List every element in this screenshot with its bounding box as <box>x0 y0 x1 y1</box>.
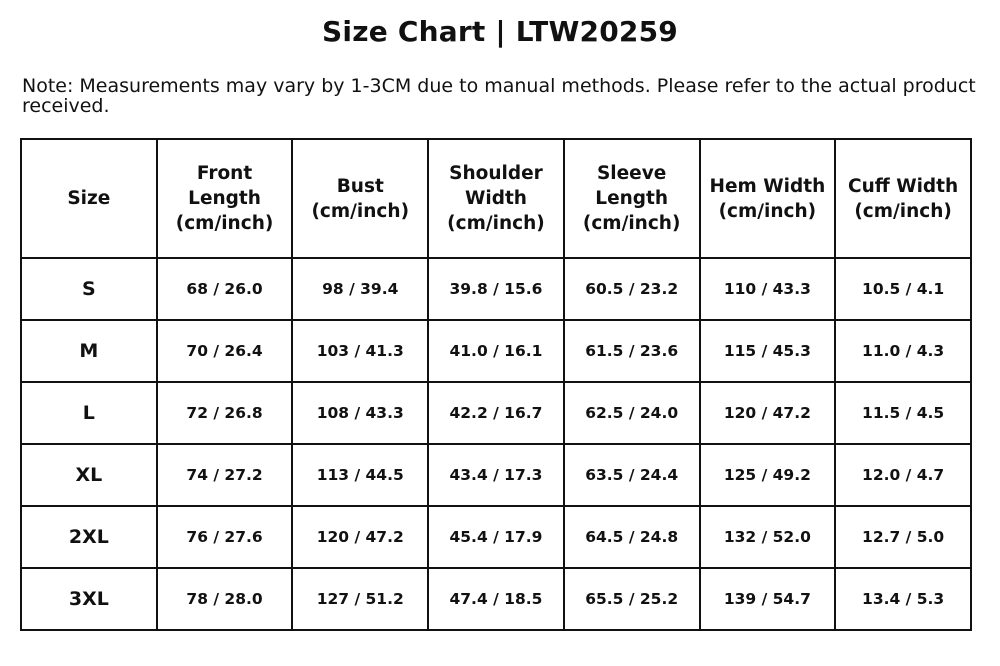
bust-cell: 108 / 43.3 <box>292 382 428 444</box>
table-row <box>21 320 971 382</box>
cuff-width-cell: 10.5 / 4.1 <box>835 258 971 320</box>
header-hem-width: Hem Width (cm/inch) <box>700 139 836 258</box>
measurement-note: Note: Measurements may vary by 1-3CM due to manual methods. Please refer to the actual product received. <box>22 75 976 117</box>
sleeve-length-cell: 65.5 / 25.2 <box>564 568 700 630</box>
sleeve-length-cell: 63.5 / 24.4 <box>564 444 700 506</box>
header-size: Size <box>21 139 157 258</box>
hem-width-cell: 120 / 47.2 <box>700 382 836 444</box>
front-length-cell: 72 / 26.8 <box>157 382 293 444</box>
front-length-cell: 78 / 28.0 <box>157 568 293 630</box>
hem-width-cell: 132 / 52.0 <box>700 506 836 568</box>
header-row <box>21 139 971 258</box>
front-length-cell: 74 / 27.2 <box>157 444 293 506</box>
header-front-length: Front Length (cm/inch) <box>157 139 293 258</box>
size-cell: M <box>21 320 157 382</box>
cuff-width-cell: 12.0 / 4.7 <box>835 444 971 506</box>
size-cell: 2XL <box>21 506 157 568</box>
size-cell: S <box>21 258 157 320</box>
cuff-width-cell: 12.7 / 5.0 <box>835 506 971 568</box>
shoulder-width-cell: 47.4 / 18.5 <box>428 568 564 630</box>
size-cell: L <box>21 382 157 444</box>
size-chart-table <box>20 138 972 631</box>
page-title: Size Chart | LTW20259 <box>322 15 678 48</box>
cuff-width-cell: 11.5 / 4.5 <box>835 382 971 444</box>
size-cell: XL <box>21 444 157 506</box>
hem-width-cell: 139 / 54.7 <box>700 568 836 630</box>
table-row <box>21 506 971 568</box>
front-length-cell: 68 / 26.0 <box>157 258 293 320</box>
hem-width-cell: 115 / 45.3 <box>700 320 836 382</box>
sleeve-length-cell: 62.5 / 24.0 <box>564 382 700 444</box>
table-row <box>21 258 971 320</box>
header-bust: Bust (cm/inch) <box>292 139 428 258</box>
bust-cell: 120 / 47.2 <box>292 506 428 568</box>
table-row <box>21 444 971 506</box>
header-sleeve-length: Sleeve Length (cm/inch) <box>564 139 700 258</box>
bust-cell: 113 / 44.5 <box>292 444 428 506</box>
sleeve-length-cell: 60.5 / 23.2 <box>564 258 700 320</box>
shoulder-width-cell: 43.4 / 17.3 <box>428 444 564 506</box>
size-cell: 3XL <box>21 568 157 630</box>
front-length-cell: 70 / 26.4 <box>157 320 293 382</box>
bust-cell: 103 / 41.3 <box>292 320 428 382</box>
sleeve-length-cell: 61.5 / 23.6 <box>564 320 700 382</box>
bust-cell: 127 / 51.2 <box>292 568 428 630</box>
shoulder-width-cell: 41.0 / 16.1 <box>428 320 564 382</box>
shoulder-width-cell: 39.8 / 15.6 <box>428 258 564 320</box>
sleeve-length-cell: 64.5 / 24.8 <box>564 506 700 568</box>
bust-cell: 98 / 39.4 <box>292 258 428 320</box>
table-row <box>21 382 971 444</box>
cuff-width-cell: 13.4 / 5.3 <box>835 568 971 630</box>
hem-width-cell: 110 / 43.3 <box>700 258 836 320</box>
front-length-cell: 76 / 27.6 <box>157 506 293 568</box>
hem-width-cell: 125 / 49.2 <box>700 444 836 506</box>
shoulder-width-cell: 45.4 / 17.9 <box>428 506 564 568</box>
table-row <box>21 568 971 630</box>
header-shoulder-width: Shoulder Width (cm/inch) <box>428 139 564 258</box>
cuff-width-cell: 11.0 / 4.3 <box>835 320 971 382</box>
shoulder-width-cell: 42.2 / 16.7 <box>428 382 564 444</box>
header-cuff-width: Cuff Width (cm/inch) <box>835 139 971 258</box>
